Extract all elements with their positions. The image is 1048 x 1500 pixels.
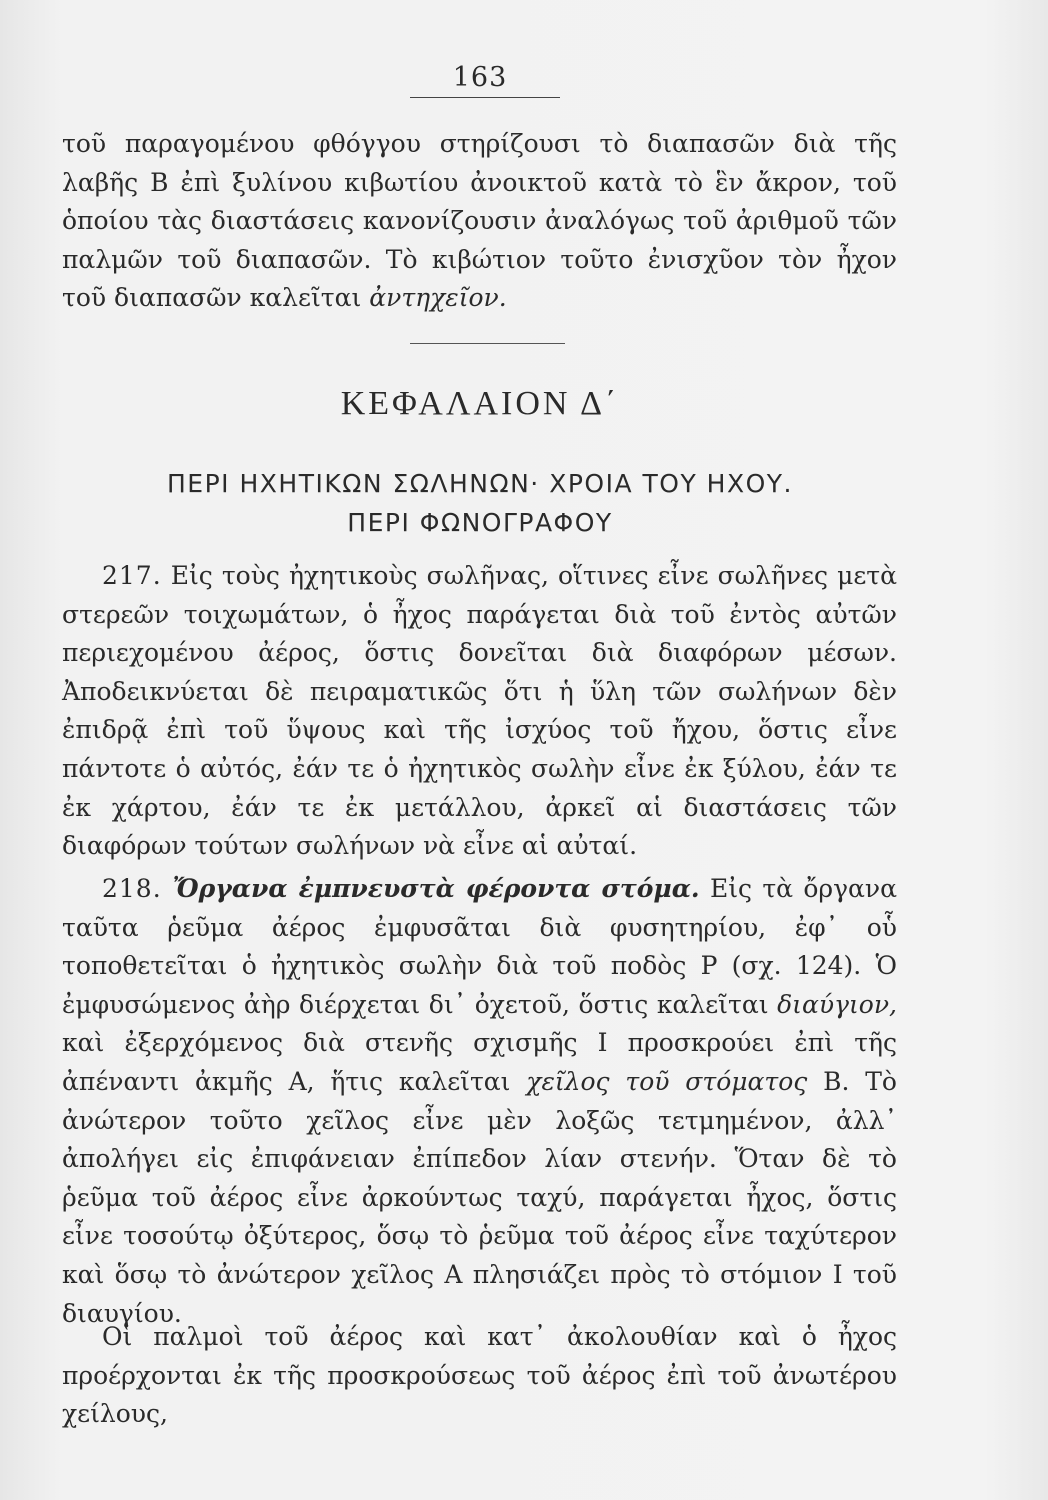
intro-paragraph [62,125,897,318]
section-divider [410,343,565,344]
paragraph-text: Εἰς τοὺς ἠχητικοὺς σωλῆνας, οἵτινες εἶνε σωλῆνες μετὰ στερεῶν τοιχωμάτων, ὁ ἦχος παράγεται διὰ τοῦ ἐντὸς αὐτῶν περιεχομένου ἀέρος, ὅστις δονεῖται διὰ διαφόρων μέσων. Ἀποδεικνύεται δὲ πειραματικῶς ὅτι ἡ ὕλη τῶν σωλήνων δὲν ἐπιδρᾷ ἐπὶ τοῦ ὕψους καὶ τῆς ἰσχύος τοῦ ἤχου, ὅστις εἶνε πάντοτε ὁ αὐτός, ἐάν τε ὁ ἠχητικὸς σωλὴν εἶνε ἐκ ξύλου, ἐάν τε ἐκ χάρτου, ἐάν τε ἐκ μετάλλου, ἀρκεῖ αἱ διαστάσεις τῶν διαφόρων τούτων σωλήνων νὰ εἶνε αἱ αὐταί. [62,561,897,861]
paragraph-text: καὶ ἐξερχόμενος διὰ στενῆς σχισμῆς Ι προσκρούει ἐπὶ τῆς ἀπέναντι ἀκμῆς Α, ἥτις καλεῖται [62,1028,897,1096]
chapter-heading-line1: ΠΕΡΙ ΗΧΗΤΙΚΩΝ ΣΩΛΗΝΩΝ· ΧΡΟΙΑ ΤΟΥ ΗΧΟΥ. [167,469,793,498]
term-diaugion: διαύγιον, [777,989,897,1019]
intro-term: ἀντηχεῖον. [369,283,507,313]
paragraph-text: Εἰς τὰ ὄργανα ταῦτα ῥεῦμα ἀέρος ἐμφυσᾶται διὰ φυσητηρίου, ἐφ᾽ οὗ τοποθετεῖται ὁ ἠχητικὸς σωλὴν διὰ τοῦ ποδὸς Ρ (σχ. 124). Ὁ ἐμφυσώμενος ἀὴρ διέρχεται δι᾽ ὀχετοῦ, ὅστις καλεῖται [62,874,897,1019]
section-title: Ὄργανα ἐμπνευστὰ φέροντα στόμα. [161,874,700,903]
paragraph-218 [62,870,897,1333]
header-rule [410,97,560,98]
section-number: 218. [102,874,162,903]
intro-text: τοῦ παραγομένου φθόγγου στηρίζουσι τὸ διαπασῶν διὰ τῆς λαβῆς Β ἐπὶ ξυλίνου κιβωτίου ἀνοικτοῦ κατὰ τὸ ἓν ἄκρον, τοῦ ὁποίου τὰς διαστάσεις κανονίζουσιν ἀναλόγως τοῦ ἀριθμοῦ τῶν παλμῶν τοῦ διαπασῶν. Τὸ κιβώτιον τοῦτο ἐνισχῦον τὸν ἦχον τοῦ διαπασῶν καλεῖται [62,129,897,313]
paragraph-text: Β. Τὸ ἀνώτερον τοῦτο χεῖλος εἶνε μὲν λοξῶς τετμημένον, ἀλλ᾽ ἀπολήγει εἰς ἐπιφάνειαν ἐπίπεδον λίαν στενήν. Ὅταν δὲ τὸ ῥεῦμα τοῦ ἀέρος εἶνε ἀρκούντως ταχύ, παράγεται ἦχος, ὅστις εἶνε τοσούτῳ ὀξύτερος, ὅσῳ τὸ ῥεῦμα τοῦ ἀέρος εἶνε ταχύτερον καὶ ὅσῳ τὸ ἀνώτερον χεῖλος Α πλησιάζει πρὸς τὸ στόμιον Ι τοῦ διαυγίου. [62,1066,897,1328]
section-number: 217. [102,561,162,590]
chapter-heading-line2: ΠΕΡΙ ΦΩΝΟΓΡΑΦΟΥ [347,508,613,537]
term-cheilos: χεῖλος τοῦ στόματος [526,1066,808,1096]
closing-paragraph: Οἱ παλμοὶ τοῦ ἀέρος καὶ κατ᾽ ἀκολουθίαν καὶ ὁ ἦχος προέρχονται ἐκ τῆς προσκρούσεως τοῦ ἀέρος ἐπὶ τοῦ ἀνωτέρου χείλους, [62,1322,897,1429]
page-number: 163 [452,62,508,93]
paragraph-217 [62,557,897,866]
chapter-title: ΚΕΦΑΛΑΙΟΝ Δ΄ [340,385,620,422]
